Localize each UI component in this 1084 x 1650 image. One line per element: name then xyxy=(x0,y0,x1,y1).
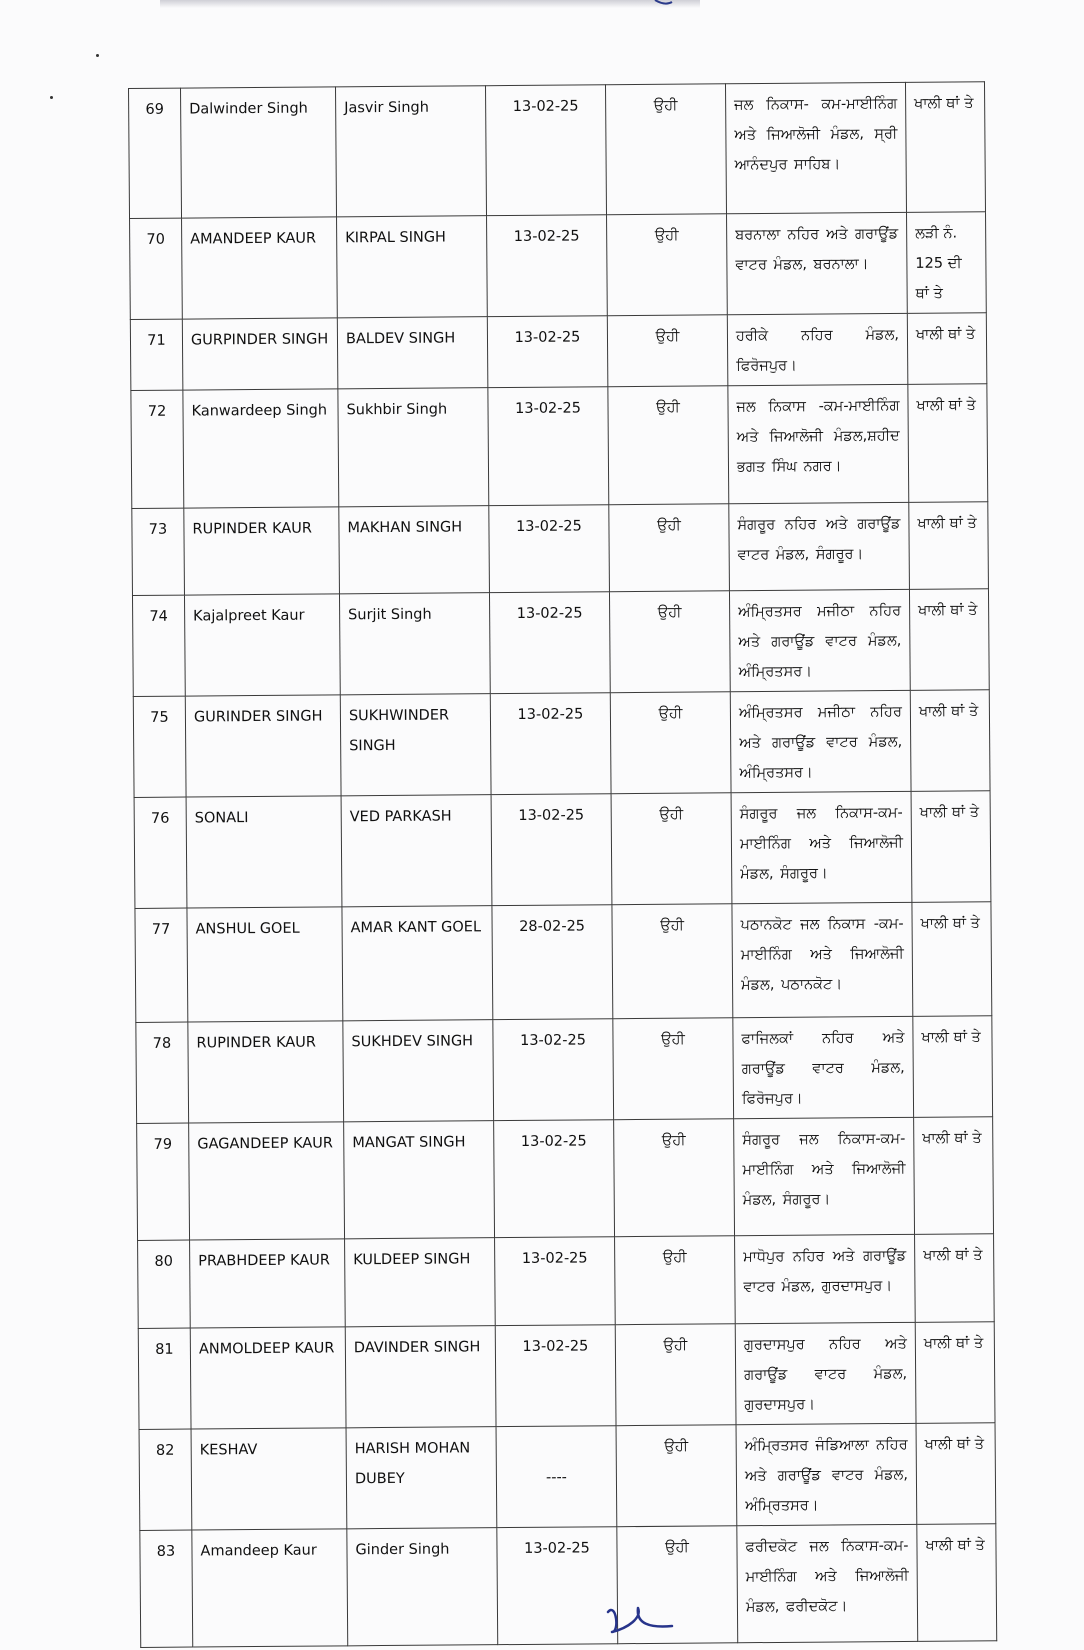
date-cell: 13-02-25 xyxy=(489,592,610,694)
father-name-cell: MANGAT SINGH xyxy=(344,1121,495,1239)
date-cell: 13-02-25 xyxy=(493,1019,614,1121)
father-name-cell: SUKHDEV SINGH xyxy=(343,1020,494,1122)
remark-cell: ਖਾਲੀ ਥਾਂ ਤੇ xyxy=(909,589,989,691)
name-cell: ANMOLDEEP KAUR xyxy=(190,1327,346,1429)
status-cell: ਉਹੀ xyxy=(614,1119,735,1237)
serial-cell: 69 xyxy=(129,88,182,218)
date-cell: 13-02-25 xyxy=(489,505,610,593)
status-cell: ਉਹੀ xyxy=(608,386,729,505)
name-cell: SONALI xyxy=(186,796,342,908)
table-row xyxy=(138,1322,995,1430)
name-cell: Dalwinder Singh xyxy=(181,87,337,218)
table-row xyxy=(130,313,987,391)
status-cell: ਉਹੀ xyxy=(616,1425,737,1527)
father-name-cell: DAVINDER SINGH xyxy=(345,1326,496,1428)
roster-rows xyxy=(129,82,997,1648)
table-row xyxy=(137,1117,994,1241)
name-cell: ANSHUL GOEL xyxy=(187,907,343,1022)
remark-cell: ਖਾਲੀ ਥਾਂ ਤੇ xyxy=(912,902,992,1017)
table-row xyxy=(138,1234,995,1329)
date-cell: ---- xyxy=(496,1426,617,1528)
serial-cell: 73 xyxy=(132,508,185,595)
date-cell: 13-02-25 xyxy=(495,1325,616,1427)
serial-cell: 76 xyxy=(134,797,187,908)
office-cell: ਗੁਰਦਾਸਪੁਰ ਨਹਿਰ ਅਤੇ ਗਰਾਊਂਡ ਵਾਟਰ ਮੰਡਲ, ਗੁਰਦਾਸਪੁਰ। xyxy=(735,1322,916,1424)
name-cell: GURPINDER SINGH xyxy=(182,318,338,390)
office-cell: ਸੰਗਰੂਰ ਨਹਿਰ ਅਤੇ ਗਰਾਊਂਡ ਵਾਟਰ ਮੰਡਲ, ਸੰਗਰੂਰ। xyxy=(729,502,910,590)
father-name-cell: HARISH MOHAN DUBEY xyxy=(346,1427,497,1529)
office-cell: ਜਲ ਨਿਕਾਸ- ਕਮ-ਮਾਈਨਿੰਗ ਅਤੇ ਜਿਆਲੋਜੀ ਮੰਡਲ, ਸ੍ਰੀ ਆਨੰਦਪੁਰ ਸਾਹਿਬ। xyxy=(725,82,906,213)
father-name-cell: Ginder Singh xyxy=(347,1528,498,1646)
serial-cell: 75 xyxy=(133,696,186,797)
office-cell: ਸੰਗਰੂਰ ਜਲ ਨਿਕਾਸ-ਕਮ-ਮਾਈਨਿੰਗ ਅਤੇ ਜਿਆਲੋਜੀ ਮੰਡਲ, ਸੰਗਰੂਰ। xyxy=(731,791,912,903)
remark-cell: ਖਾਲੀ ਥਾਂ ਤੇ xyxy=(907,313,987,385)
remark-cell: ਖਾਲੀ ਥਾਂ ਤੇ xyxy=(915,1234,995,1323)
remark-cell: ਖਾਲੀ ਥਾਂ ਤੇ xyxy=(915,1322,995,1424)
father-name-cell: SUKHWINDER SINGH xyxy=(340,694,491,796)
serial-cell: 83 xyxy=(140,1530,193,1647)
signature-icon xyxy=(598,1598,678,1638)
table-row xyxy=(140,1524,997,1648)
table-row xyxy=(132,502,989,596)
table-row xyxy=(132,589,989,697)
remark-cell: ਖਾਲੀ ਥਾਂ ਤੇ xyxy=(914,1117,994,1235)
remark-cell: ਖਾਲੀ ਥਾਂ ਤੇ xyxy=(908,384,988,503)
name-cell: AMANDEEP KAUR xyxy=(182,217,338,319)
father-name-cell: Surjit Singh xyxy=(339,593,490,695)
status-cell: ਉਹੀ xyxy=(609,504,730,592)
name-cell: GAGANDEEP KAUR xyxy=(189,1122,345,1240)
remark-cell: ਖਾਲੀ ਥਾਂ ਤੇ xyxy=(910,690,990,792)
status-cell: ਉਹੀ xyxy=(617,1526,738,1644)
roster-table xyxy=(128,81,997,1648)
name-cell: KESHAV xyxy=(191,1428,347,1530)
father-name-cell: Jasvir Singh xyxy=(335,86,486,217)
status-cell: ਉਹੀ xyxy=(607,315,728,387)
serial-cell: 81 xyxy=(138,1328,191,1429)
status-cell: ਉਹੀ xyxy=(611,793,732,905)
date-cell: 13-02-25 xyxy=(488,387,609,506)
remark-cell: ਖਾਲੀ ਥਾਂ ਤੇ xyxy=(913,1016,993,1118)
office-cell: ਪਠਾਨਕੋਟ ਜਲ ਨਿਕਾਸ -ਕਮ- ਮਾਈਨਿੰਗ ਅਤੇ ਜਿਆਲੋਜੀ ਮੰਡਲ, ਪਠਾਨਕੋਟ। xyxy=(732,902,913,1017)
serial-cell: 80 xyxy=(138,1240,191,1328)
name-cell: PRABHDEEP KAUR xyxy=(190,1239,346,1328)
status-cell: ਉਹੀ xyxy=(615,1324,736,1426)
table-row xyxy=(131,384,988,509)
name-cell: Kanwardeep Singh xyxy=(183,389,339,508)
office-cell: ਅੰਮ੍ਰਿਤਸਰ ਜੰਡਿਆਲਾ ਨਹਿਰ ਅਤੇ ਗਰਾਊਂਡ ਵਾਟਰ ਮੰਡਲ, ਅੰਮ੍ਰਿਤਸਰ। xyxy=(736,1423,917,1525)
office-cell: ਅੰਮ੍ਰਿਤਸਰ ਮਜੀਠਾ ਨਹਿਰ ਅਤੇ ਗਰਾਊਂਡ ਵਾਟਰ ਮੰਡਲ, ਅੰਮ੍ਰਿਤਸਰ। xyxy=(729,589,910,691)
office-cell: ਫਾਜਿਲਕਾਂ ਨਹਿਰ ਅਤੇ ਗਰਾਊਂਡ ਵਾਟਰ ਮੰਡਲ, ਫਿਰੋਜਪੁਰ। xyxy=(733,1016,914,1118)
table-row xyxy=(130,212,987,320)
remark-cell: ਖਾਲੀ ਥਾਂ ਤੇ xyxy=(917,1524,997,1642)
table-row xyxy=(133,690,990,798)
serial-cell: 77 xyxy=(135,908,188,1022)
speck xyxy=(96,54,99,57)
table-row xyxy=(139,1423,996,1531)
office-cell: ਜਲ ਨਿਕਾਸ -ਕਮ-ਮਾਈਨਿੰਗ ਅਤੇ ਜਿਆਲੋਜੀ ਮੰਡਲ,ਸ਼ਹੀਦ ਭਗਤ ਸਿੰਘ ਨਗਰ। xyxy=(728,384,909,503)
father-name-cell: KIRPAL SINGH xyxy=(337,216,488,318)
father-name-cell: KULDEEP SINGH xyxy=(345,1238,496,1327)
serial-cell: 82 xyxy=(139,1429,192,1530)
office-cell: ਫਰੀਦਕੋਟ ਜਲ ਨਿਕਾਸ-ਕਮ-ਮਾਈਨਿੰਗ ਅਤੇ ਜਿਆਲੋਜੀ ਮੰਡਲ, ਫਰੀਦਕੋਟ। xyxy=(737,1524,918,1642)
date-cell: 13-02-25 xyxy=(495,1237,616,1326)
date-cell: 13-02-25 xyxy=(491,794,612,906)
serial-cell: 70 xyxy=(130,218,183,319)
name-cell: RUPINDER KAUR xyxy=(184,507,340,595)
status-cell: ਉਹੀ xyxy=(607,214,728,316)
table-row xyxy=(134,791,991,909)
serial-cell: 71 xyxy=(130,319,183,390)
speck xyxy=(50,96,53,99)
name-cell: RUPINDER KAUR xyxy=(188,1021,344,1123)
date-cell: 13-02-25 xyxy=(497,1527,618,1645)
office-cell: ਮਾਧੋਪੁਰ ਨਹਿਰ ਅਤੇ ਗਰਾਊਂਡ ਵਾਟਰ ਮੰਡਲ, ਗੁਰਦਾਸਪੁਰ। xyxy=(735,1234,916,1323)
status-cell: ਉਹੀ xyxy=(609,591,730,693)
office-cell: ਅੰਮ੍ਰਿਤਸਰ ਮਜੀਠਾ ਨਹਿਰ ਅਤੇ ਗਰਾਊਂਡ ਵਾਟਰ ਮੰਡਲ, ਅੰਮ੍ਰਿਤਸਰ। xyxy=(730,690,911,792)
father-name-cell: MAKHAN SINGH xyxy=(339,506,490,594)
serial-cell: 74 xyxy=(132,595,185,696)
status-cell: ਉਹੀ xyxy=(610,692,731,794)
remark-cell: ਲੜੀ ਨੰ. 125 ਦੀ ਥਾਂ ਤੇ xyxy=(907,212,987,314)
roster-sheet xyxy=(128,81,996,1648)
table-row xyxy=(136,1016,993,1124)
status-cell: ਉਹੀ xyxy=(613,1018,734,1120)
table-row xyxy=(135,902,992,1023)
status-cell: ਉਹੀ xyxy=(605,84,726,215)
date-cell: 13-02-25 xyxy=(490,693,611,795)
name-cell: Amandeep Kaur xyxy=(192,1529,348,1647)
father-name-cell: BALDEV SINGH xyxy=(337,317,488,389)
father-name-cell: Sukhbir Singh xyxy=(338,388,489,507)
date-cell: 28-02-25 xyxy=(492,905,613,1020)
date-cell: 13-02-25 xyxy=(487,316,608,388)
remark-cell: ਖਾਲੀ ਥਾਂ ਤੇ xyxy=(905,82,985,213)
remark-cell: ਖਾਲੀ ਥਾਂ ਤੇ xyxy=(909,502,989,590)
father-name-cell: AMAR KANT GOEL xyxy=(342,906,493,1021)
status-cell: ਉਹੀ xyxy=(615,1236,736,1325)
name-cell: GURINDER SINGH xyxy=(185,695,341,797)
office-cell: ਸੰਗਰੂਰ ਜਲ ਨਿਕਾਸ-ਕਮ-ਮਾਈਨਿੰਗ ਅਤੇ ਜਿਆਲੋਜੀ ਮੰਡਲ, ਸੰਗਰੂਰ। xyxy=(734,1117,915,1235)
serial-cell: 79 xyxy=(137,1123,190,1240)
serial-cell: 78 xyxy=(136,1022,189,1123)
status-cell: ਉਹੀ xyxy=(612,904,733,1019)
serial-cell: 72 xyxy=(131,390,184,508)
remark-cell: ਖਾਲੀ ਥਾਂ ਤੇ xyxy=(911,791,991,903)
office-cell: ਹਰੀਕੇ ਨਹਿਰ ਮੰਡਲ, ਫਿਰੋਜਪੁਰ। xyxy=(727,313,908,385)
office-cell: ਬਰਨਾਲਾ ਨਹਿਰ ਅਤੇ ਗਰਾਊਂਡ ਵਾਟਰ ਮੰਡਲ, ਬਰਨਾਲਾ। xyxy=(727,212,908,314)
ink-stroke-icon xyxy=(0,0,700,12)
name-cell: Kajalpreet Kaur xyxy=(184,594,340,696)
date-cell: 13-02-25 xyxy=(485,85,606,216)
date-cell: 13-02-25 xyxy=(487,215,608,317)
remark-cell: ਖਾਲੀ ਥਾਂ ਤੇ xyxy=(916,1423,996,1525)
father-name-cell: VED PARKASH xyxy=(341,795,492,907)
date-cell: 13-02-25 xyxy=(494,1120,615,1238)
table-row xyxy=(129,82,986,219)
